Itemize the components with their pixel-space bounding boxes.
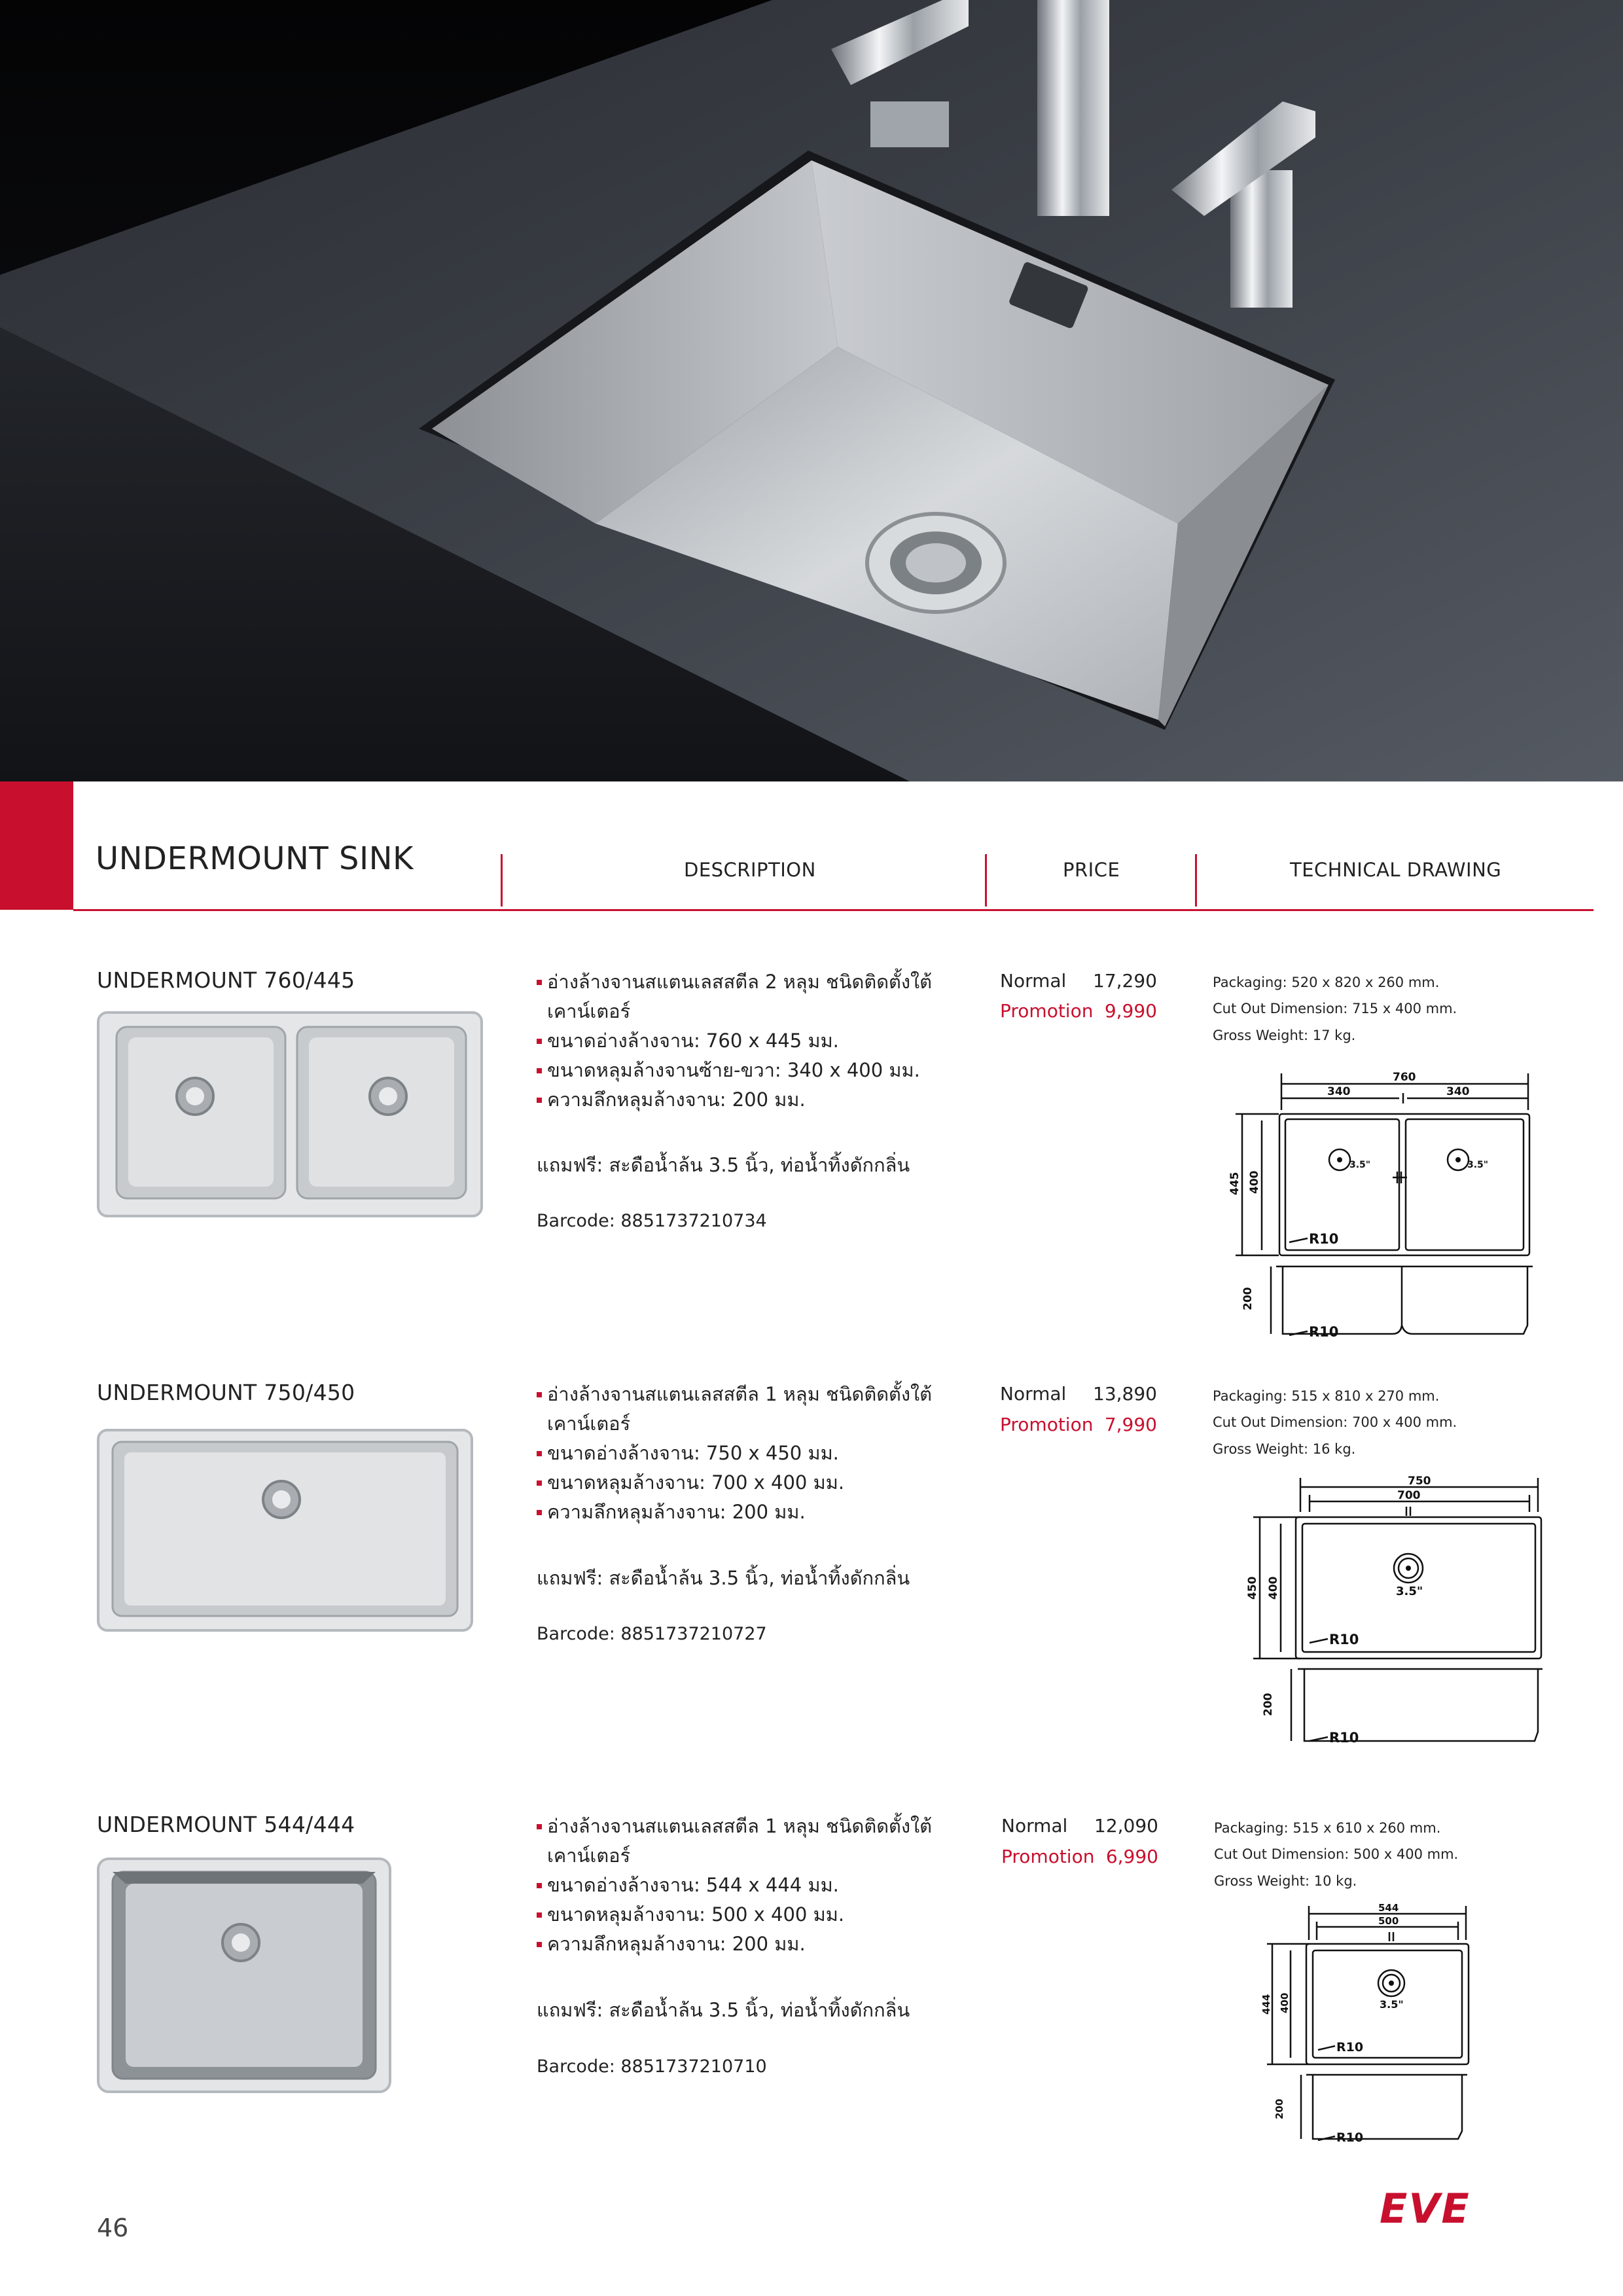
- dim-right: 340: [1446, 1085, 1470, 1098]
- radius-label: R10: [1329, 1632, 1359, 1647]
- page-title: UNDERMOUNT SINK: [96, 840, 414, 877]
- column-header-price: PRICE: [1063, 859, 1120, 881]
- spec-weight: Gross Weight: 10 kg.: [1214, 1873, 1357, 1889]
- header-rule: [73, 909, 1594, 911]
- sink-countertop-illustration: [0, 0, 1623, 781]
- feature-item: ขนาดอ่างล้างจาน: 544 x 444 มม.: [537, 1871, 932, 1900]
- spec-packaging: Packaging: 515 x 810 x 270 mm.: [1213, 1388, 1440, 1404]
- dim-depth: 200: [1274, 2098, 1285, 2119]
- radius-label: R10: [1309, 1231, 1339, 1247]
- spec-packaging: Packaging: 520 x 820 x 260 mm.: [1213, 975, 1440, 990]
- waste-size: 3.5": [1349, 1160, 1371, 1170]
- barcode: Barcode: 8851737210710: [537, 2056, 767, 2077]
- dim-height-inner: 400: [1267, 1576, 1280, 1600]
- dim-inner: 500: [1378, 1915, 1399, 1927]
- dim-inner: 700: [1397, 1489, 1421, 1502]
- normal-price-label: Normal: [1001, 1815, 1068, 1837]
- spec-weight: Gross Weight: 17 kg.: [1213, 1028, 1356, 1043]
- feature-item: ขนาดหลุมล้างจาน: 700 x 400 มม.: [537, 1468, 932, 1498]
- dim-overall: 760: [1393, 1071, 1416, 1084]
- feature-item: ขนาดหลุมล้างจาน: 500 x 400 มม.: [537, 1900, 932, 1929]
- radius-label: R10: [1329, 1730, 1359, 1746]
- feature-item: ขนาดอ่างล้างจาน: 760 x 445 มม.: [537, 1026, 932, 1056]
- feature-item: ความลึกหลุมล้างจาน: 200 มม.: [537, 1085, 932, 1115]
- column-divider: [985, 854, 987, 906]
- dim-height-inner: 400: [1248, 1170, 1261, 1194]
- feature-item: ความลึกหลุมล้างจาน: 200 มม.: [537, 1929, 932, 1959]
- eve-logo: [1374, 2186, 1531, 2232]
- waste-size: 3.5": [1467, 1160, 1489, 1170]
- column-header-technical-drawing: TECHNICAL DRAWING: [1290, 859, 1502, 881]
- feature-item-continued: เคาน์เตอร์: [547, 1844, 631, 1867]
- spec-cutout: Cut Out Dimension: 715 x 400 mm.: [1213, 1001, 1457, 1016]
- product-photo-single-bowl: [97, 1429, 473, 1632]
- column-divider: [1195, 854, 1197, 906]
- feature-item: อ่างล้างจานสแตนเลสสตีล 1 หลุม ชนิดติดตั้งใต้: [537, 1380, 932, 1409]
- feature-item: อ่างล้างจานสแตนเลสสตีล 1 หลุม ชนิดติดตั้งใต้: [537, 1812, 932, 1841]
- hero-photo: [0, 0, 1623, 781]
- barcode: Barcode: 8851737210727: [537, 1624, 767, 1644]
- product-name: UNDERMOUNT 544/444: [97, 1812, 355, 1837]
- dim-height-outer: 444: [1260, 1994, 1272, 2015]
- promotion-price: 7,990: [1104, 1414, 1157, 1435]
- spec-cutout: Cut Out Dimension: 700 x 400 mm.: [1213, 1414, 1457, 1430]
- feature-item: ขนาดหลุมล้างจานซ้าย-ขวา: 340 x 400 มม.: [537, 1056, 932, 1085]
- spec-cutout: Cut Out Dimension: 500 x 400 mm.: [1214, 1846, 1459, 1862]
- spec-weight: Gross Weight: 16 kg.: [1213, 1441, 1356, 1457]
- dim-left: 340: [1327, 1085, 1351, 1098]
- dim-depth: 200: [1262, 1693, 1275, 1716]
- promotion-price: 6,990: [1105, 1846, 1158, 1867]
- technical-drawing-750: [1247, 1473, 1548, 1761]
- waste-size: 3.5": [1380, 1998, 1404, 2011]
- promotion-price-label: Promotion: [1001, 1846, 1095, 1867]
- normal-price: 17,290: [1093, 970, 1157, 992]
- product-photo-double-bowl: [97, 1011, 483, 1217]
- feature-item: ความลึกหลุมล้างจาน: 200 มม.: [537, 1498, 932, 1527]
- dim-height-outer: 445: [1228, 1172, 1241, 1195]
- feature-list: [537, 1812, 932, 1959]
- technical-drawing-760: [1224, 1067, 1538, 1355]
- free-gift-note: แถมฟรี: สะดือน้ำล้น 3.5 นิ้ว, ท่อน้ำทิ้งดักกลิ่น: [537, 1567, 910, 1589]
- normal-price: 12,090: [1094, 1815, 1158, 1837]
- feature-item-continued: เคาน์เตอร์: [547, 1000, 631, 1022]
- promotion-price-label: Promotion: [1000, 1000, 1094, 1022]
- product-name: UNDERMOUNT 760/445: [97, 967, 355, 993]
- radius-label: R10: [1309, 1324, 1339, 1340]
- barcode: Barcode: 8851737210734: [537, 1211, 767, 1231]
- page-number: 46: [97, 2214, 129, 2242]
- feature-item-continued: เคาน์เตอร์: [547, 1412, 631, 1435]
- dim-overall: 750: [1408, 1475, 1431, 1488]
- column-header-description: DESCRIPTION: [684, 859, 816, 881]
- waste-size: 3.5": [1396, 1585, 1423, 1598]
- promotion-price-label: Promotion: [1000, 1414, 1094, 1435]
- technical-drawing-544: [1260, 1902, 1479, 2152]
- dim-overall: 544: [1378, 1902, 1399, 1914]
- free-gift-note: แถมฟรี: สะดือน้ำล้น 3.5 นิ้ว, ท่อน้ำทิ้งดักกลิ่น: [537, 1154, 910, 1176]
- feature-list: [537, 1380, 932, 1527]
- normal-price-label: Normal: [1000, 1383, 1067, 1405]
- product-name: UNDERMOUNT 750/450: [97, 1380, 355, 1405]
- svg-text:EVE: EVE: [1380, 2185, 1471, 2233]
- feature-item: อ่างล้างจานสแตนเลสสตีล 2 หลุม ชนิดติดตั้งใต้: [537, 967, 932, 997]
- dim-depth: 200: [1241, 1287, 1255, 1310]
- free-gift-note: แถมฟรี: สะดือน้ำล้น 3.5 นิ้ว, ท่อน้ำทิ้งดักกลิ่น: [537, 1999, 910, 2021]
- radius-label: R10: [1336, 2040, 1364, 2054]
- normal-price-label: Normal: [1000, 970, 1067, 992]
- accent-block: [0, 781, 73, 910]
- promotion-price: 9,990: [1104, 1000, 1157, 1022]
- dim-height-inner: 400: [1279, 1992, 1291, 2013]
- feature-item: ขนาดอ่างล้างจาน: 750 x 450 มม.: [537, 1439, 932, 1468]
- spec-packaging: Packaging: 515 x 610 x 260 mm.: [1214, 1820, 1441, 1836]
- feature-list: [537, 967, 932, 1115]
- dim-height-outer: 450: [1246, 1576, 1259, 1600]
- product-photo-single-bowl-compact: [97, 1857, 391, 2093]
- radius-label: R10: [1336, 2130, 1364, 2145]
- column-divider: [501, 854, 503, 906]
- normal-price: 13,890: [1093, 1383, 1157, 1405]
